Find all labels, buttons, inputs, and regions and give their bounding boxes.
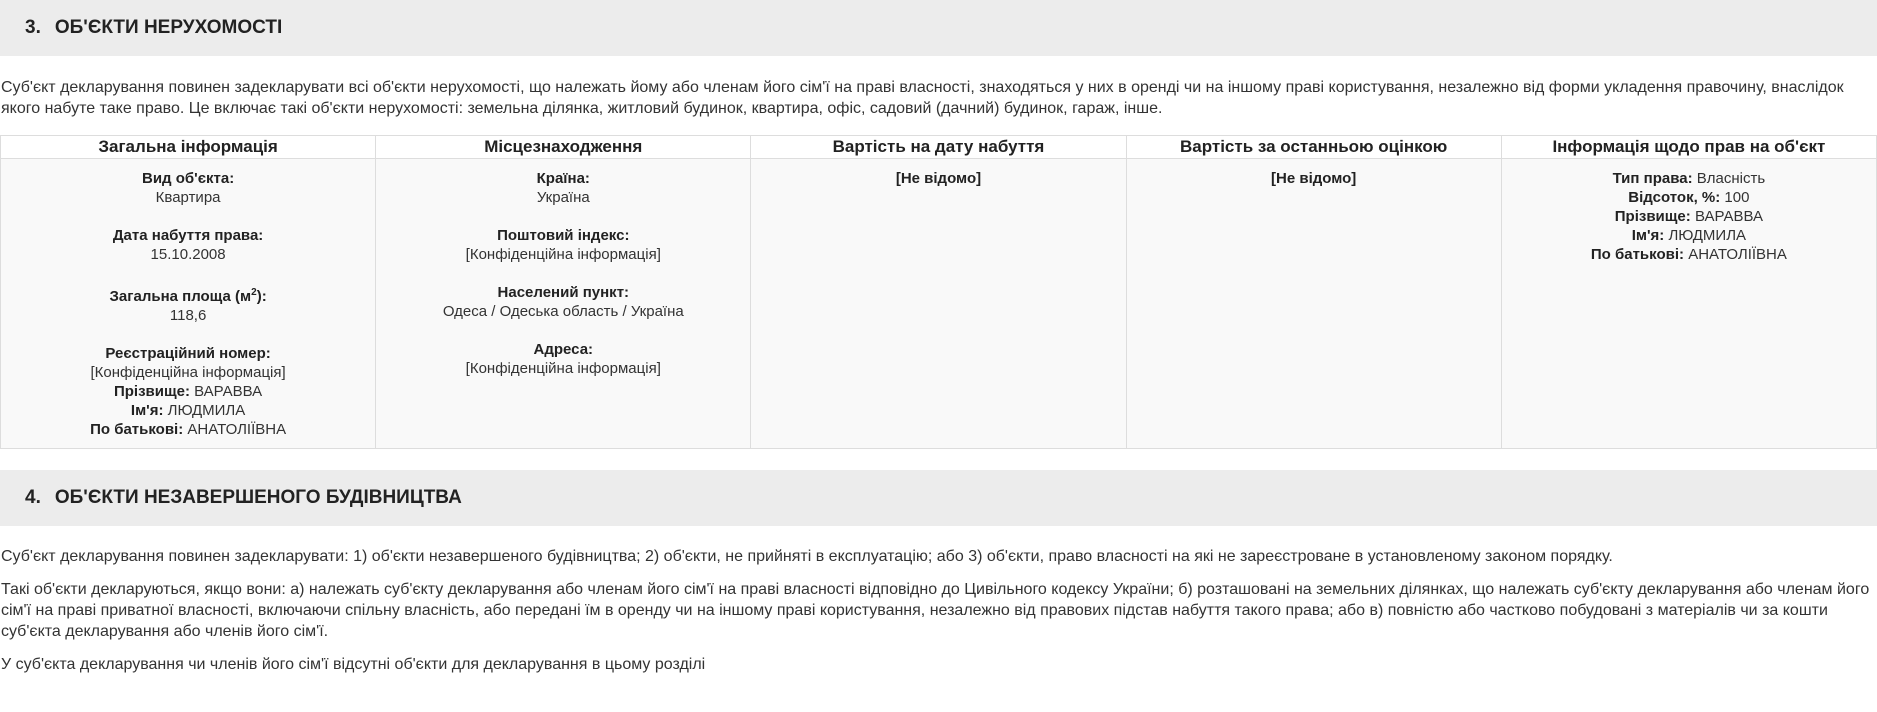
name-value: ЛЮДМИЛА [167, 402, 246, 419]
cell-value-acquisition [751, 159, 1126, 449]
section-3-header [0, 0, 1877, 56]
rights-surname-value: ВАРАВВА [1694, 208, 1763, 225]
real-estate-table [0, 135, 1877, 449]
cell-location [376, 159, 751, 449]
cell-value-last [1126, 159, 1501, 449]
section-4-number: 4. [25, 487, 41, 508]
value-acquisition: [Не відомо] [895, 170, 982, 187]
postal-label: Поштовий індекс: [497, 227, 630, 244]
address-label: Адреса: [533, 341, 594, 358]
name-label: Ім'я: [130, 402, 164, 419]
rights-surname-label: Прізвище: [1614, 208, 1691, 225]
column-header-value-last: Вартість за останньою оцінкою [1126, 136, 1501, 159]
country-label: Країна: [536, 170, 590, 187]
rights-name-value: ЛЮДМИЛА [1668, 227, 1747, 244]
section-3-description: Суб'єкт декларування повинен задекларувати всі об'єкти нерухомості, що належать йому або членам його сім'ї на праві власності, знаходяться у них в оренді чи на іншому праві користування, незалежно від форми укладення правочину, внаслідок якого набуте таке право. Це включає такі об'єкти нерухомості: земельна ділянка, житловий будинок, квартира, офіс, садовий (дачний) будинок, гараж, інше. [1, 79, 1844, 117]
rights-type-value: Власність [1696, 170, 1766, 187]
surname-label: Прізвище: [113, 383, 190, 400]
section-4-paragraph-1: Суб'єкт декларування повинен задекларувати: 1) об'єкти незавершеного будівництва; 2) об'єкти, не прийняті в експлуатацію; або 3) об'єкти, право власності на які не зареєстроване в установленому законом порядку. [1, 548, 1613, 565]
patronymic-label: По батькові: [90, 421, 184, 438]
locality-label: Населений пункт: [497, 284, 630, 301]
column-header-value-acquisition: Вартість на дату набуття [751, 136, 1126, 159]
patronymic-value: АНАТОЛІЇВНА [187, 421, 287, 438]
cell-general [1, 159, 376, 449]
rights-share-label: Відсоток, %: [1628, 189, 1721, 206]
section-4-paragraph-2: Такі об'єкти декларуються, якщо вони: а) належать суб'єкту декларування або членам його сім'ї на праві власності відповідно до Цивільного кодексу України; б) розташовані на земельних ділянках, що належать суб'єкту декларування або членам його сім'ї на праві приватної власності, включаючи спільну власність, або передані їм в оренду чи на іншому праві користування, незалежно від правових підстав набуття такого права; або в) повністю або частково побудовані з матеріалів чи за кошти суб'єкта декларування або членів його сім'ї. [1, 581, 1870, 640]
date-value: 15.10.2008 [150, 246, 226, 263]
area-value: 118,6 [169, 307, 207, 324]
locality-value: Одеса / Одеська область / Україна [442, 303, 684, 320]
object-type-value: Квартира [155, 189, 221, 206]
rights-patronymic-label: По батькові: [1590, 246, 1685, 263]
country-value: Україна [536, 189, 590, 206]
object-type-label: Вид об'єкта: [141, 170, 235, 187]
rights-name-label: Ім'я: [1631, 227, 1665, 244]
rights-type-label: Тип права: [1612, 170, 1693, 187]
reg-number-label: Реєстраційний номер: [105, 345, 271, 362]
rights-share-value: 100 [1724, 189, 1750, 206]
section-4-empty-notice: У суб'єкта декларування чи членів його сім'ї відсутні об'єкти для декларування в цьому розділі [1, 656, 706, 673]
reg-number-value: [Конфіденційна інформація] [90, 364, 286, 381]
date-label: Дата набуття права: [112, 227, 264, 244]
value-last: [Не відомо] [1271, 170, 1357, 187]
column-header-location: Місцезнаходження [376, 136, 751, 159]
table-header-row [1, 136, 1877, 159]
section-4 [0, 470, 1877, 675]
section-3-number: 3. [25, 17, 41, 38]
postal-value: [Конфіденційна інформація] [465, 246, 661, 263]
section-3-title: ОБ'ЄКТИ НЕРУХОМОСТІ [54, 17, 283, 38]
section-4-header [0, 470, 1877, 526]
column-header-general: Загальна інформація [1, 136, 376, 159]
rights-patronymic-value: АНАТОЛІЇВНА [1688, 246, 1787, 263]
area-label: Загальна площа $(м^2)$: [109, 287, 267, 305]
table-row [1, 159, 1877, 449]
address-value: [Конфіденційна інформація] [465, 360, 661, 377]
section-4-title: ОБ'ЄКТИ НЕЗАВЕРШЕНОГО БУДІВНИЦТВА [54, 487, 462, 508]
cell-rights [1501, 159, 1876, 449]
surname-value: ВАРАВВА [194, 383, 263, 400]
column-header-rights: Інформація щодо прав на об'єкт [1501, 136, 1876, 159]
